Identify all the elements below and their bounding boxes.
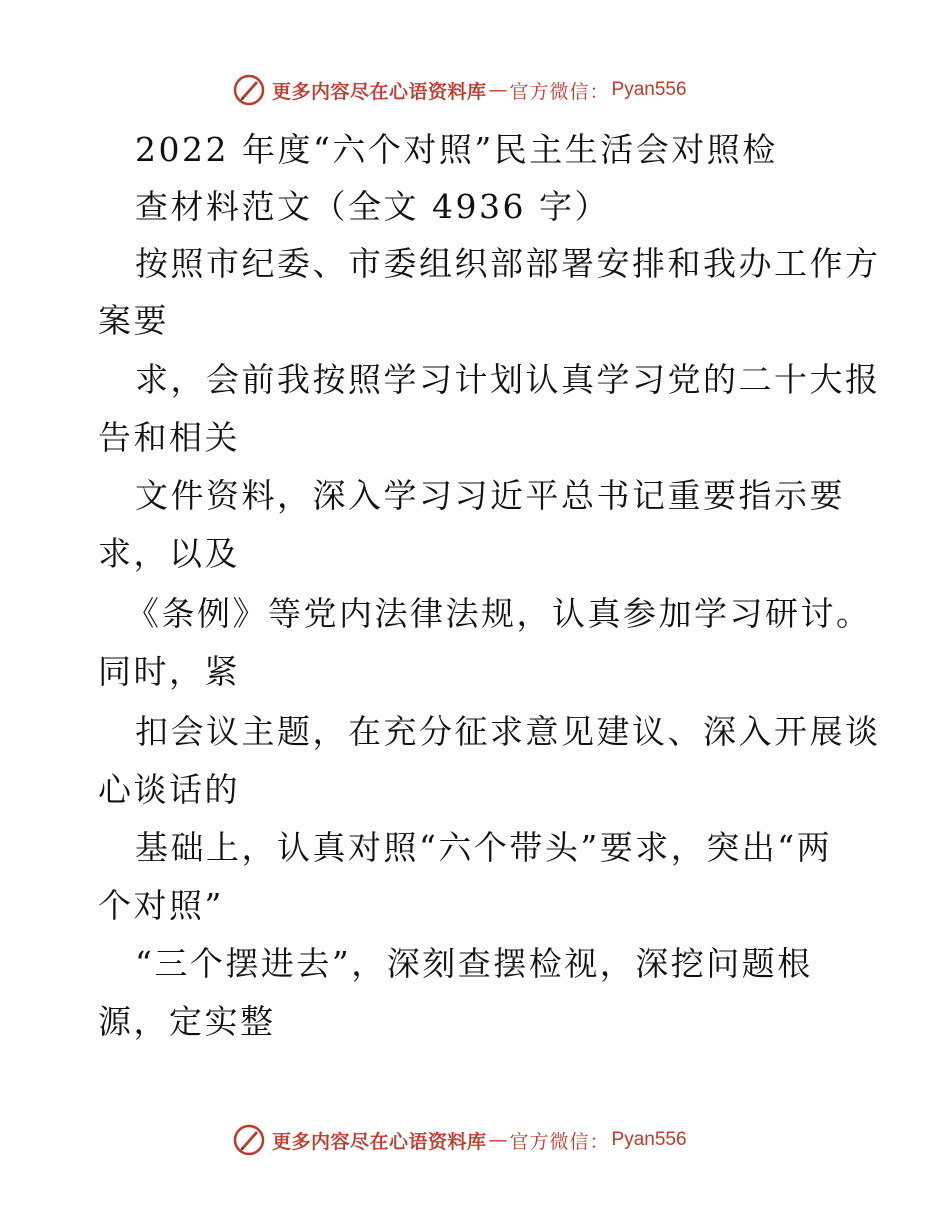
header-watermark: [232, 70, 687, 110]
paragraph-line: 案要: [98, 301, 169, 340]
paragraph-line: 《条例》等党内法律法规，认真参加学习研讨。: [126, 594, 872, 633]
title-line-1: 2022 年度“六个对照”民主生活会对照检: [135, 130, 778, 169]
quill-logo-icon: [232, 1123, 266, 1157]
watermark-separator: —: [488, 79, 508, 101]
watermark-separator: —: [488, 1129, 508, 1151]
watermark-official-label: 官方微信：: [509, 80, 610, 103]
title-line-2: 查材料范文（全文 4936 字）: [135, 187, 610, 226]
paragraph-line: 源，定实整: [98, 1002, 276, 1041]
paragraph-line: 个对照”: [98, 886, 224, 925]
paragraph-line: 求，会前我按照学习计划认真学习党的二十大报: [135, 360, 881, 399]
paragraph-line: 按照市纪委、市委组织部部署安排和我办工作方: [135, 244, 881, 283]
paragraph-line: 基础上，认真对照“六个带头”要求，突出“两: [135, 828, 833, 867]
watermark-account: Pyan556: [611, 79, 687, 100]
paragraph-line: 心谈话的: [98, 770, 240, 809]
watermark-text: 更多内容尽在心语资料库: [272, 80, 487, 103]
watermark-text: 更多内容尽在心语资料库: [272, 1130, 487, 1153]
paragraph-line: 同时，紧: [98, 652, 240, 691]
quill-logo-icon: [232, 73, 266, 107]
paragraph-line: 扣会议主题，在充分征求意见建议、深入开展谈: [135, 712, 881, 751]
footer-watermark: [232, 1120, 687, 1160]
watermark-account: Pyan556: [611, 1129, 687, 1150]
watermark-official-label: 官方微信：: [509, 1130, 610, 1153]
paragraph-line: 文件资料，深入学习习近平总书记重要指示要: [135, 476, 845, 515]
paragraph-line: “三个摆进去”，深刻查摆检视，深挖问题根: [135, 944, 813, 983]
paragraph-line: 告和相关: [98, 418, 240, 457]
paragraph-line: 求，以及: [98, 534, 240, 573]
